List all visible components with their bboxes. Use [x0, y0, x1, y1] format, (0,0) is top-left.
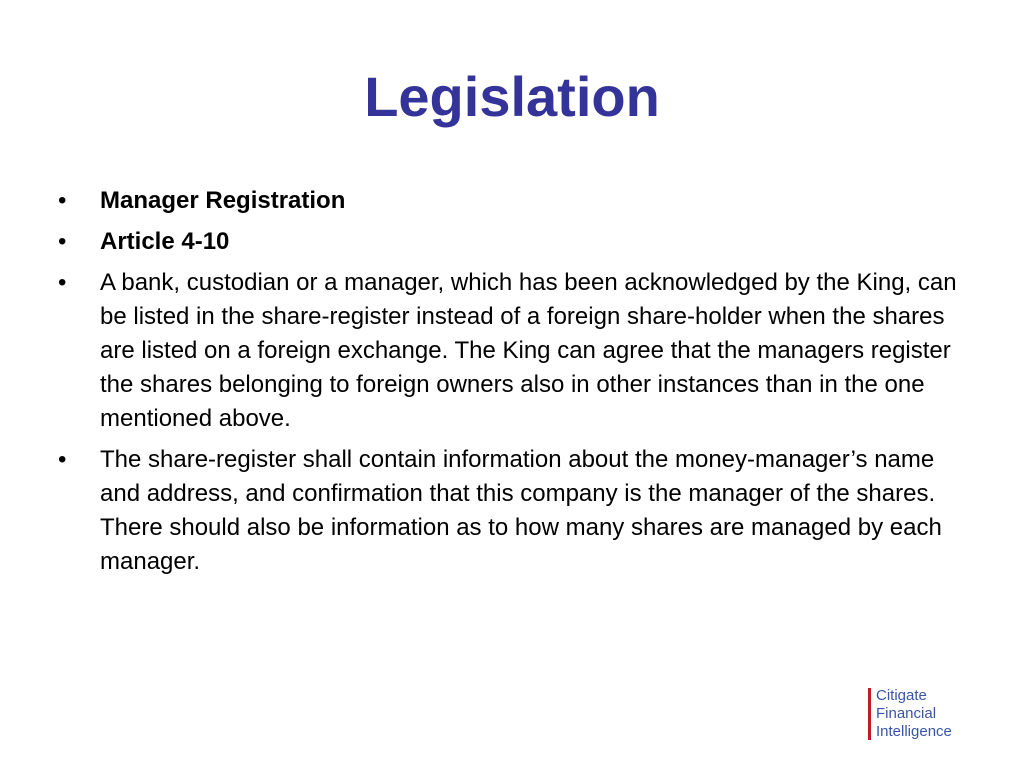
bullet-marker: •: [58, 228, 67, 255]
bullet-item-bank-custodian: [58, 266, 978, 436]
bullet-marker: •: [58, 446, 67, 473]
bullet-marker: •: [58, 269, 67, 296]
bullet-marker: •: [58, 187, 67, 214]
bullet-text: Manager Registration: [100, 187, 346, 214]
bullet-item-article: [58, 225, 978, 259]
bullet-list: [58, 184, 978, 586]
citigate-logo: [868, 688, 952, 740]
bullet-item-share-register: [58, 443, 978, 579]
logo-text: [876, 688, 952, 740]
logo-accent-bar: [868, 688, 871, 740]
bullet-text: The share-register shall contain information about the money-manager’s name and address, and confirmation that this company is the manager of the shares. There should also be information as to how many shares are managed by each manager.: [100, 446, 942, 575]
logo-line-financial: Financial: [876, 705, 937, 722]
bullet-item-manager-registration: [58, 184, 978, 218]
bullet-text: Article 4-10: [100, 228, 230, 255]
logo-line-citigate: Citigate: [876, 687, 927, 704]
slide-title: Legislation: [364, 65, 660, 128]
bullet-text: A bank, custodian or a manager, which has been acknowledged by the King, can be listed in the share-register instead of a foreign share-holder when the shares are listed on a foreign exchange. The King can agree that the managers register the shares belonging to foreign owners also in other instances than in the one mentioned above.: [100, 269, 957, 432]
logo-line-intelligence: Intelligence: [876, 723, 952, 740]
